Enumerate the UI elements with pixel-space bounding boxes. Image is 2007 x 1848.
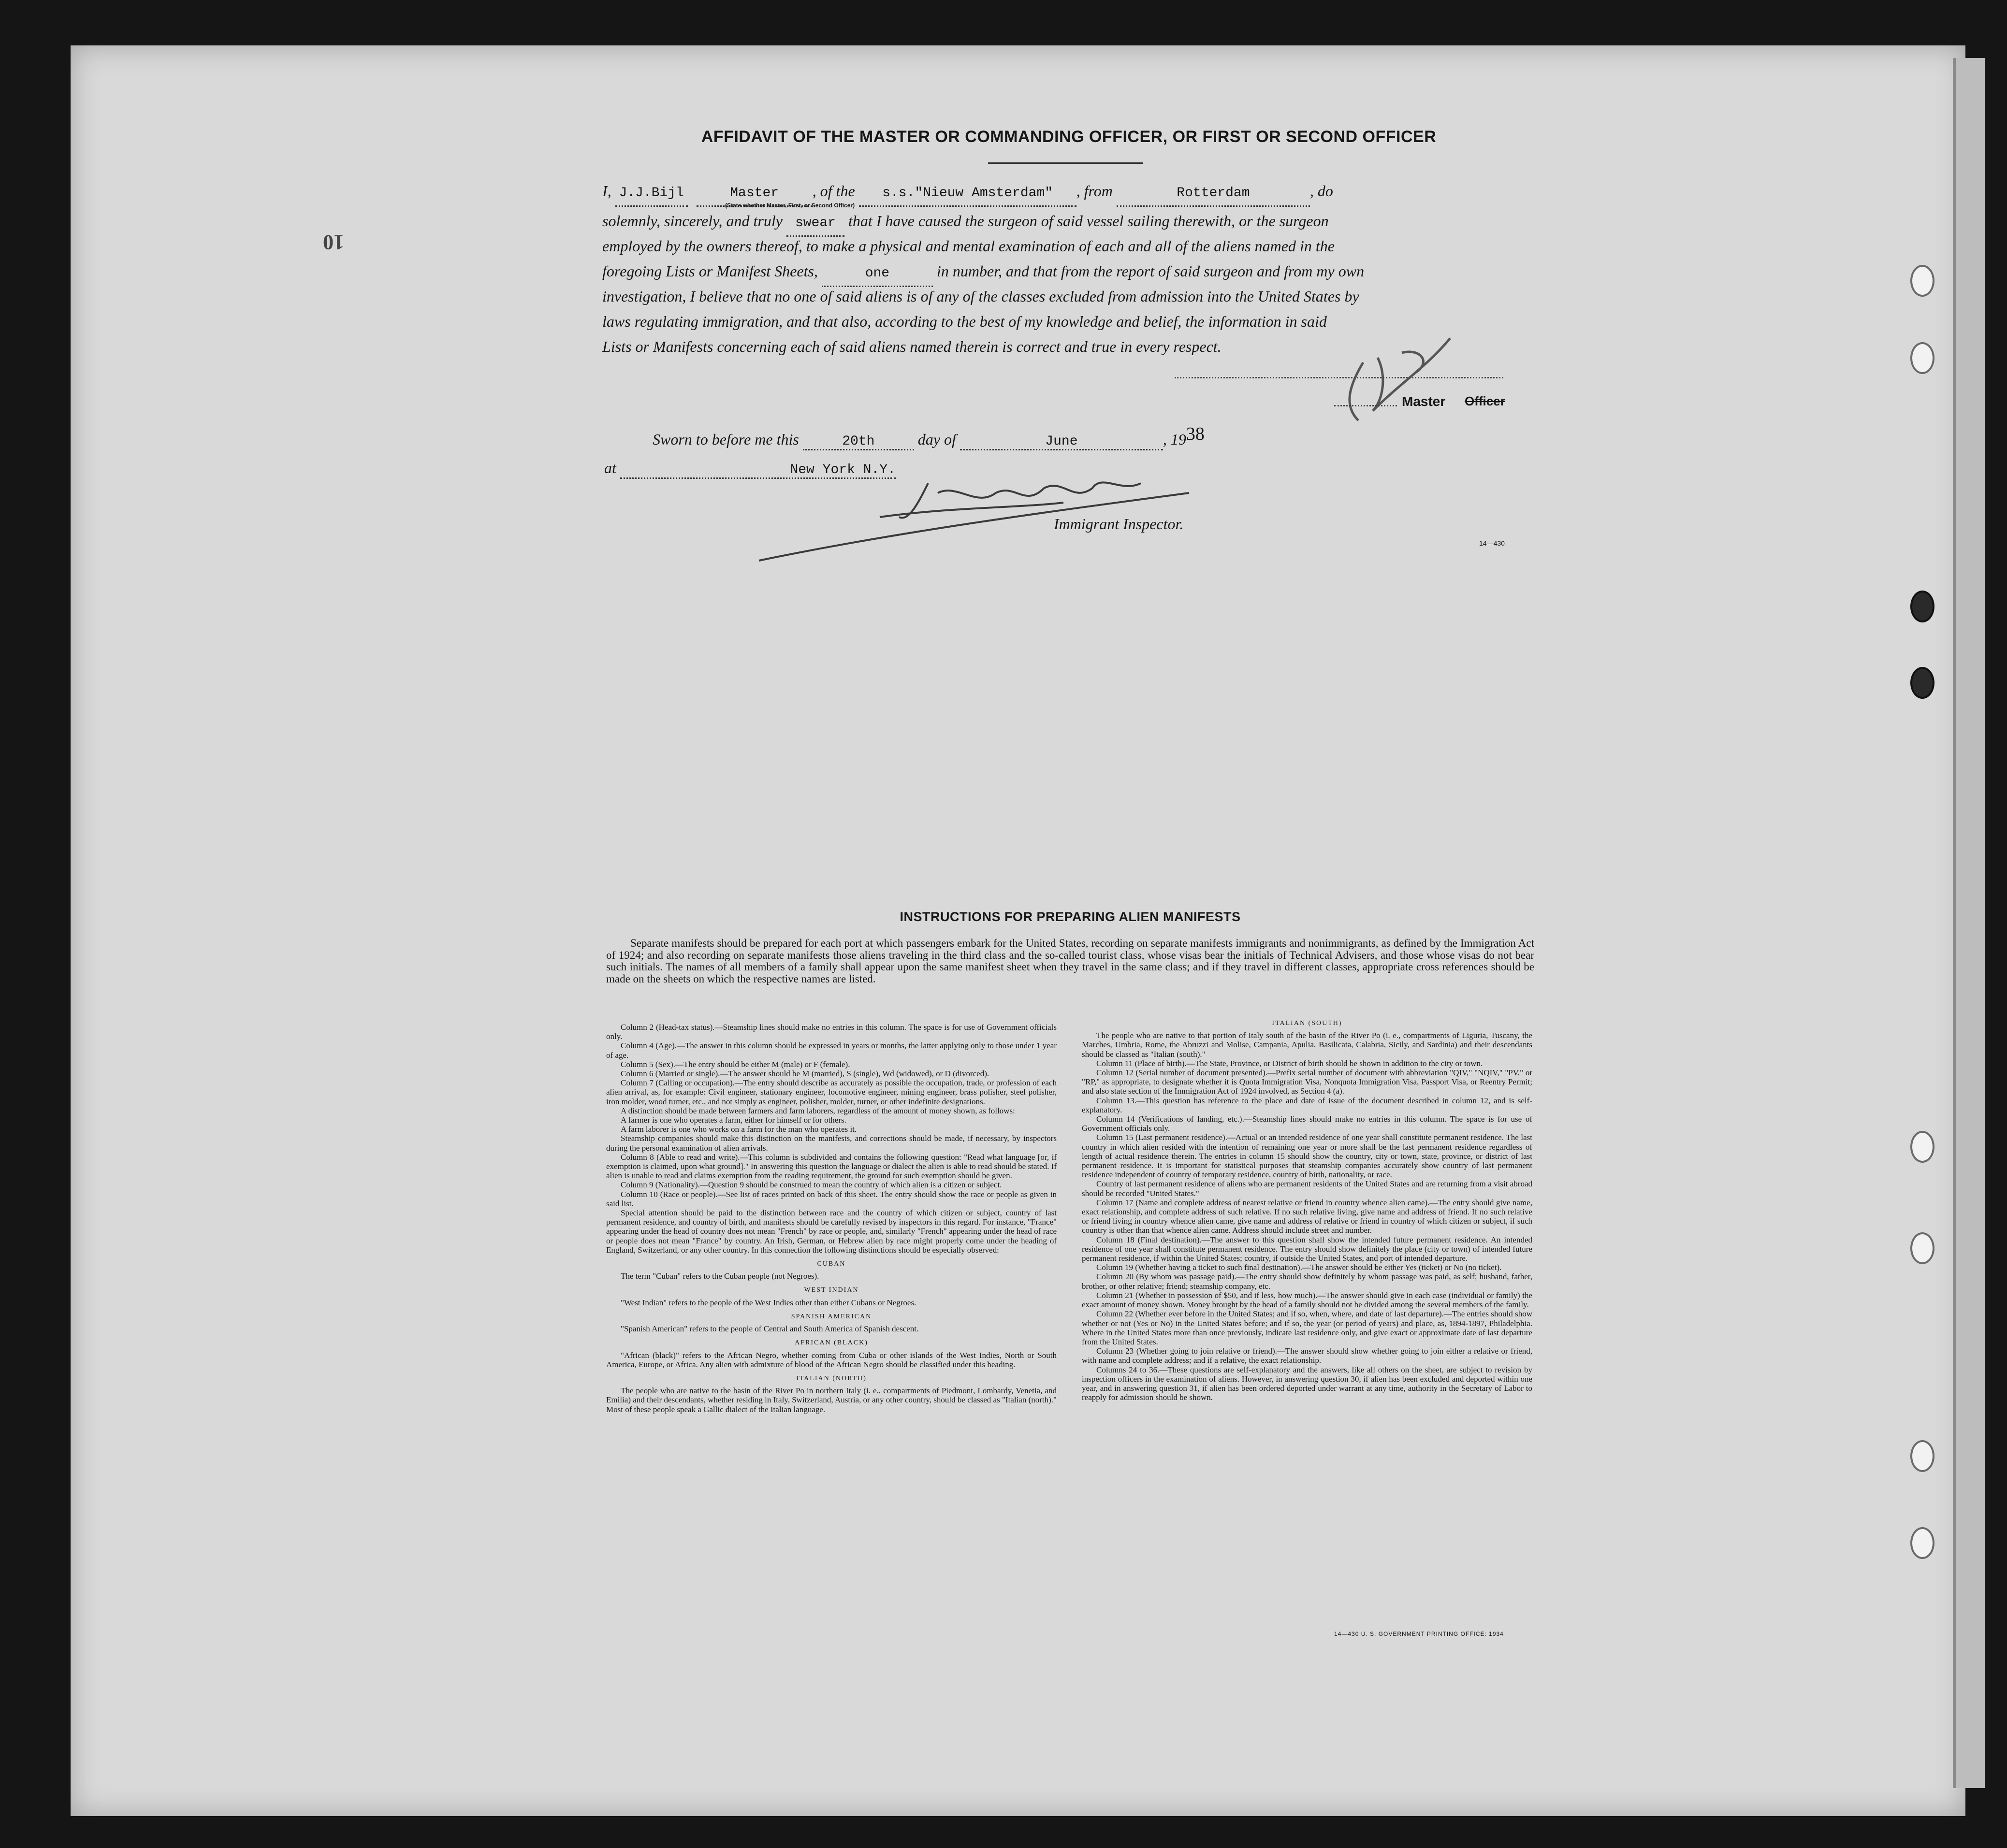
affidavit-line-6: laws regulating immigration, and that also, according to the best of my knowledge and belief, the information in said: [602, 313, 1327, 330]
instruction-paragraph: Column 20 (By whom was passage paid).—The entry should show definitely by whom passage was paid, as self; husband, father, brother, or other relative; friend; steamship company, etc.: [1082, 1272, 1532, 1291]
instruction-paragraph: Column 22 (Whether ever before in the United States; and if so, when, where, and date of last departure).—The entries should show whether or not (Yes or No) in the United States before; and if so, the year (or period of years) and place, as, 1894-1897, Philadelphia. Where in the United States more than once previously, indicate last residence only, and give exact or approximate date of last departure from the United States.: [1082, 1309, 1532, 1346]
instruction-paragraph: Special attention should be paid to the distinction between race and the country of which citizen or subject, country of last permanent residence, and country of birth, and manifests should be carefully revised by inspectors in this regard. For instance, "France" appearing under the head of country does not mean "French" by race or people, and, similarly "French" appearing under the head of race or people does not mean "France" by country. An Irish, German, or Hebrew alien by race might properly come under the heading of England, Switzerland, or any other country. In this connection the following distinctions should be especially observed:: [606, 1208, 1057, 1255]
master-signature: [1305, 309, 1498, 435]
instruction-paragraph: Column 5 (Sex).—The entry should be either M (male) or F (female).: [621, 1059, 850, 1069]
title-line: [1334, 405, 1397, 406]
punch-hole: [1910, 1131, 1934, 1163]
instructions-intro: Separate manifests should be prepared for each port at which passengers embark for the United States, recording on separate manifests immigrants and nonimmigrants, as defined by the Immigration Act of 1924; and also recording on separate manifests those aliens traveling in the third class and the so-called tourist class, whose visas bear the initials of Technical Advisers, and those whose visas do not bear such initials. The names of all members of a family shall appear upon the same manifest sheet when they travel in the same class; and if they travel in different classes, appropriate cross references should be made on the sheets on which the respective names are listed.: [606, 937, 1534, 985]
instruction-paragraph: The people who are native to the basin of the River Po in northern Italy (i. e., compartments of Piedmont, Lombardy, Venetia, and Emilia) and their descendants, whether residing in Italy, Switzerland, Austria, or any other country, should be classed as "Italian (north)." Most of these people speak a Gallic dialect of the Italian language.: [606, 1386, 1057, 1414]
instruction-paragraph: Column 17 (Name and complete address of nearest relative or friend in country whence alien came).—The entry should give name, exact relationship, and complete address of such relative. If no such relative living, give name and address of friend. If no such relative or friend living in country whence alien came, give name and address of relative or friend in country of which citizen or subject, if such country is other than that whence alien came. Address should include street and number.: [1082, 1198, 1532, 1235]
instruction-paragraph: Column 13.—This question has reference to the place and date of issue of the document described in column 12, and is self-explanatory.: [1082, 1096, 1532, 1114]
instructions-right-column: [1082, 1014, 1532, 1402]
day-field: 20th: [803, 434, 914, 450]
signatory-title: Master: [1402, 394, 1446, 409]
section-heading: WEST INDIAN: [804, 1286, 859, 1294]
punch-hole: [1910, 342, 1934, 374]
instruction-paragraph: A farmer is one who operates a farm, either for himself or for others.: [621, 1115, 846, 1125]
instruction-paragraph: Column 2 (Head-tax status).—Steamship lines should make no entries in this column. The space is for use of Government officials only.: [606, 1023, 1057, 1041]
instruction-paragraph: Country of last permanent residence of aliens who are permanent residents of the United States and are returning from a visit abroad should be recorded "United States.": [1082, 1179, 1532, 1198]
page-edge: [1953, 58, 1985, 1788]
section-heading: ITALIAN (NORTH): [796, 1374, 867, 1382]
section-heading: SPANISH AMERICAN: [791, 1313, 872, 1320]
instruction-paragraph: Column 14 (Verifications of landing, etc.).—Steamship lines should make no entries in this column. The space is for use of Government officials only.: [1082, 1114, 1532, 1133]
instruction-paragraph: Column 7 (Calling or occupation).—The entry should describe as accurately as possible the occupation, trade, or profession of each alien arrival, as, for example: Civil engineer, stationary engineer, locomotive engineer, mining engineer, brass polisher, steel polisher, iron molder, wood turner, etc., and not simply as engineer, polisher, molder, turner, or other indefinite designations.: [606, 1078, 1057, 1106]
rank-field: Master: [697, 181, 813, 207]
affidavit-line-3: employed by the owners thereof, to make a physical and mental examination of each and all of the aliens named in the: [602, 237, 1335, 255]
instruction-paragraph: The term "Cuban" refers to the Cuban people (not Negroes).: [621, 1271, 819, 1281]
instruction-paragraph: Column 15 (Last permanent residence).—Actual or an intended residence of one year shall constitute permanent residence. The last country in which alien resided with the intention of remaining one year or more shall be the last permanent residence regardless of length of actual residence therein. The entries in column 15 should show the country, city or town, state, province, or district of last permanent residence. It is important for statistical purposes that steamship companies accurately show country of last permanent residence independent of country of temporary residence, country of birth, nationality, or race.: [1082, 1133, 1532, 1180]
rank-note: (State whether Master, First, or Second Officer): [725, 202, 855, 209]
instruction-paragraph: Column 23 (Whether going to join relative or friend).—The answer should show whether going to join either a relative or friend, with name and complete address; and if a relative, the exact relationship.: [1082, 1346, 1532, 1365]
margin-mark: 10: [323, 231, 344, 254]
section-heading: ITALIAN (SOUTH): [1272, 1020, 1342, 1027]
sworn-line: Sworn to before me this 20th day of June , 1938: [653, 428, 1205, 450]
affidavit-line-7: Lists or Manifests concerning each of said aliens named therein is correct and true in every respect.: [602, 338, 1222, 355]
instruction-paragraph: Column 19 (Whether having a ticket to such final destination).—The answer should be either Yes (ticket) or No (no ticket).: [1096, 1263, 1502, 1272]
section-heading: AFRICAN (BLACK): [795, 1339, 868, 1347]
signature-line: [1175, 377, 1503, 378]
instruction-paragraph: "Spanish American" refers to the people of Central and South America of Spanish descent.: [621, 1324, 919, 1334]
instruction-paragraph: Column 8 (Able to read and write).—This column is subdivided and contains the following question: "Read what language [or, if exemption is claimed, upon what ground]." In answering this question the language or dialect the alien is able to read should be stated. If alien is unable to read and claims exemption from the reading requirement, the ground for such exemption should be given.: [606, 1152, 1057, 1181]
instruction-paragraph: Column 12 (Serial number of document presented).—Prefix serial number of document with abbreviation "QIV," "NQIV," "PV," or "RP," as appropriate, to designate whether it is Quota Immigration Visa, Nonquota Immigration Visa, Passport Visa, or Reentry Permit; and also state section of the Immigration Act of 1924 involved, as Section 4 (a).: [1082, 1068, 1532, 1096]
vessel-field: s.s."Nieuw Amsterdam": [859, 181, 1076, 207]
instruction-paragraph: "African (black)" refers to the African Negro, whether coming from Cuba or other islands of the West Indies, North or South America, Europe, or Africa. Any alien with admixture of blood of the African Negro should be classified under this heading.: [606, 1350, 1057, 1369]
instruction-paragraph: Column 6 (Married or single).—The answer should be M (married), S (single), Wd (widowed), or D (divorced).: [621, 1069, 989, 1079]
instruction-paragraph: "West Indian" refers to the people of the West Indies other than either Cubans or Negroes.: [621, 1298, 916, 1307]
place-line: at New York N.Y.: [604, 459, 896, 479]
master-name-field: J.J.Bijl: [615, 181, 688, 207]
year-field: 38: [1186, 424, 1205, 444]
punch-hole: [1910, 591, 1934, 622]
punch-hole: [1910, 265, 1934, 297]
inspector-signature: [754, 464, 1334, 570]
instruction-paragraph: A farm laborer is one who works on a farm for the man who operates it.: [621, 1125, 857, 1134]
affidavit-line-5: investigation, I believe that no one of said aliens is of any of the classes excluded from admission into the United States by: [602, 288, 1359, 305]
struck-title: Officer: [1465, 394, 1505, 408]
instruction-paragraph: Steamship companies should make this distinction on the manifests, and corrections should be made, if necessary, by inspectors during the personal examination of alien arrivals.: [606, 1134, 1057, 1153]
affidavit-line-4: foregoing Lists or Manifest Sheets, one in number, and that from the report of said surgeon and from my own: [602, 259, 1535, 287]
month-field: June: [960, 434, 1163, 450]
instruction-paragraph: Column 10 (Race or people).—See list of races printed on back of this sheet. The entry should show the race or people as given in said list.: [606, 1189, 1057, 1208]
port-field: Rotterdam: [1117, 181, 1310, 207]
instruction-paragraph: The people who are native to that portion of Italy south of the basin of the River Po (i. e., compartments of Liguria, Tuscany, the Marches, Umbria, Rome, the Abruzzi and Molise, Campania, Apulia, Basilicata, Calabria, Sicily, and Sardinia) and their descendants should be classed as "Italian (south).": [1082, 1031, 1532, 1059]
instruction-paragraph: Column 21 (Whether in possession of $50, and if less, how much).—The answer should give in each case (individual or family) the exact amount of money shown. Money brought by the head of a family should not be divided among the several members of the family.: [1082, 1290, 1532, 1310]
printing-office-footer: 14—430 U. S. GOVERNMENT PRINTING OFFICE: 1934: [1334, 1631, 1504, 1637]
affidavit-line-1: I, J.J.Bijl Master , of the s.s."Nieuw Amsterdam" , from Rotterdam , do: [602, 179, 1535, 207]
instruction-paragraph: Column 4 (Age).—The answer in this column should be expressed in years or months, the latter applying only to those under 1 year of age.: [606, 1041, 1057, 1060]
affidavit-line-2: solemnly, sincerely, and truly swear that I have caused the surgeon of said vessel sailing therewith, or the surgeon: [602, 209, 1535, 237]
instruction-paragraph: Columns 24 to 36.—These questions are self-explanatory and the answers, like all others on the sheet, are subject to revision by inspection officers in the examination of aliens. However, in answering question 30, if alien has been excluded and deported within one year, and in answering question 31, if alien has been ordered deported under warrant at any time, authority in the Secretary of Labor to reapply for admission should be shown.: [1082, 1365, 1532, 1402]
oath-field: swear: [786, 211, 844, 237]
punch-hole: [1910, 667, 1934, 699]
place-field: New York N.Y.: [620, 462, 896, 479]
count-field: one: [822, 261, 933, 287]
form-number: 14—430: [1479, 539, 1505, 547]
instruction-paragraph: A distinction should be made between farmers and farm laborers, regardless of the amount of money shown, as follows:: [621, 1106, 1015, 1115]
instruction-paragraph: Column 18 (Final destination).—The answer to this question shall show the intended future permanent residence. An intended residence of one year shall constitute permanent residence. The entry should show definitely the place (city or town) of intended future permanent residence, if within the United States; country, if outside the United States, and port of intended departure.: [1082, 1235, 1532, 1263]
instruction-paragraph: Column 11 (Place of birth).—The State, Province, or District of birth should be shown in addition to the city or town.: [1096, 1058, 1483, 1068]
section-heading: CUBAN: [817, 1260, 846, 1268]
instructions-left-column: [606, 1023, 1057, 1414]
instructions-title: INSTRUCTIONS FOR PREPARING ALIEN MANIFESTS: [900, 910, 1241, 924]
title-underline: [988, 162, 1143, 164]
inspector-label: Immigrant Inspector.: [1054, 515, 1184, 533]
affidavit-title: AFFIDAVIT OF THE MASTER OR COMMANDING OFFICER, OR FIRST OR SECOND OFFICER: [701, 128, 1437, 146]
punch-hole: [1910, 1440, 1934, 1472]
instruction-paragraph: Column 9 (Nationality).—Question 9 should be construed to mean the country of which alien is a citizen or subject.: [621, 1180, 1002, 1190]
punch-hole: [1910, 1527, 1934, 1559]
punch-hole: [1910, 1232, 1934, 1264]
